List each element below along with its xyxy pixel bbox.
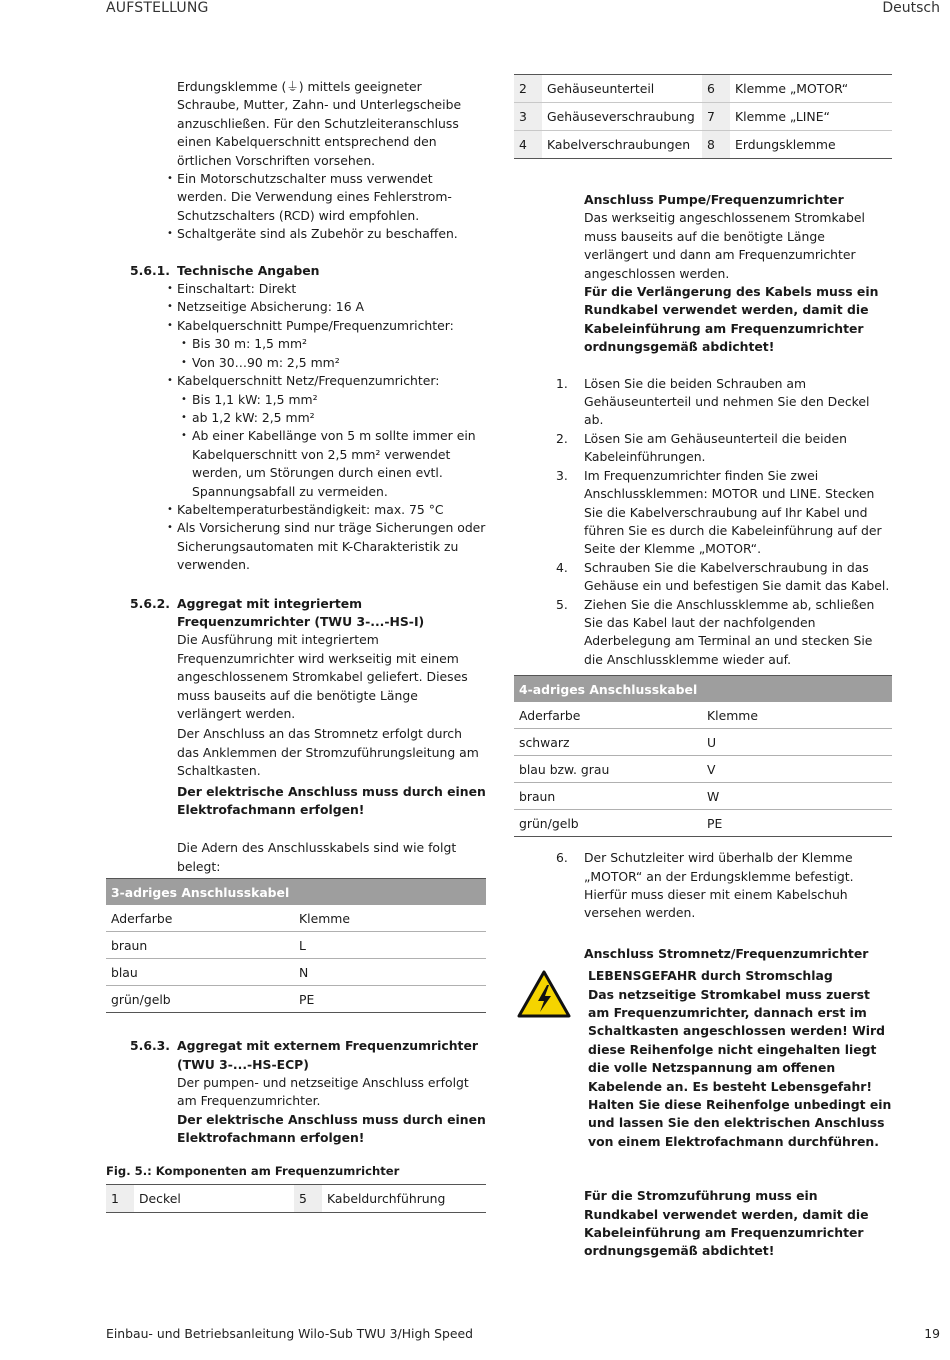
pump-connection-title: Anschluss Pumpe/Frequenzumrichter [584, 192, 844, 207]
table-cell: 1 [106, 1185, 134, 1213]
header-language: Deutsch [882, 0, 940, 16]
table-cell: blau [106, 959, 294, 986]
table-cell: 4 [514, 131, 542, 159]
table-cell: Deckel [139, 1191, 181, 1207]
table-cell: schwarz [514, 729, 702, 756]
components-table-left [106, 1184, 486, 1213]
list-item: • Schaltgeräte sind als Zubehör zu beschaffen. [106, 225, 486, 243]
warning-block [514, 967, 892, 1151]
table-cell: grün/gelb [106, 986, 294, 1013]
table-row [106, 932, 486, 959]
paragraph: Das werkseitig angeschlossenem Stromkabel muss bauseits auf die benötigte Länge verlängert und dann am Frequenzumrichter angeschlossen werden. [584, 210, 865, 281]
table-cell: PE [702, 810, 892, 837]
table-row [514, 810, 892, 837]
table-cell: W [702, 783, 892, 810]
table-row [106, 905, 486, 932]
bold-note: Der elektrische Anschluss muss durch einen Elektrofachmann erfolgen! [177, 783, 486, 818]
table-row [514, 783, 892, 810]
list-item: 5. Ziehen Sie die Anschlussklemme ab, schließen Sie das Kabel laut der nachfolgenden Aderbelegung am Terminal an und stecken Sie die Anschlussklemme wieder auf. [556, 596, 875, 667]
section-number: 5.6.2. [130, 595, 170, 611]
table-cell: braun [106, 932, 294, 959]
section-number: 5.6.1. [130, 262, 170, 278]
paragraph: Die Adern des Anschlusskabels sind wie folgt belegt: [177, 840, 457, 874]
table-row [514, 131, 892, 159]
table-cell: 3 [514, 103, 542, 131]
table-cell: Kabelverschraubungen [547, 137, 691, 152]
bold-note: Für die Stromzuführung muss ein Rundkabel verwendet werden, damit die Kabeleinführung am Frequenzumrichter ordnungsgemäß abdichtet! [584, 1188, 869, 1259]
intro-bullets [106, 170, 486, 244]
table-cell: Kabeldurchführung [327, 1191, 446, 1207]
list-item: • Kabelquerschnitt Netz/Frequenzumrichter: [106, 372, 486, 390]
table-4-core-cable [514, 675, 892, 837]
table-head-cell: Klemme [702, 702, 892, 729]
table-row [106, 959, 486, 986]
list-item: • Als Vorsicherung sind nur träge Sicherungen oder Sicherungsautomaten mit K-Charakteristik zu verwenden. [106, 519, 486, 574]
intro-text: Erdungsklemme (⏚) mittels geeigneter Schraube, Mutter, Zahn- und Unterlegscheibe anzuschließen. Für den Schutzleiteranschluss einen Kabelquerschnitt entsprechend den örtlichen Vorschriften vorsehen. [177, 79, 462, 168]
table-cell: blau bzw. grau [514, 756, 702, 783]
table-row [514, 702, 892, 729]
section-heading-563 [106, 1037, 486, 1074]
table-row [106, 1185, 486, 1213]
table-cell: 2 [514, 75, 542, 103]
table-cell: Gehäuseunterteil [542, 75, 702, 103]
section-number: 5.6.3. [130, 1038, 170, 1054]
right-column [514, 74, 892, 1261]
paragraph: Die Ausführung mit integriertem Frequenzumrichter wird werkseitig mit einem angeschlossenem Stromkabel geliefert. Dieses muss bauseits auf die benötigte Länge verlängert werden. [177, 632, 468, 721]
table-title: 3-adriges Anschlusskabel [106, 879, 486, 906]
table-row [514, 729, 892, 756]
list-item: • Ab einer Kabellänge von 5 m sollte immer ein Kabelquerschnitt von 2,5 mm² verwendet werden, um Störungen durch einen evtl. Spannungsabfall zu vermeiden. [106, 427, 486, 501]
table-head-cell: Aderfarbe [106, 905, 294, 932]
table-cell: V [702, 756, 892, 783]
figure-caption: Fig. 5.: Komponenten am Frequenzumrichter [106, 1163, 400, 1178]
table-row [106, 986, 486, 1013]
list-item: • Einschaltart: Direkt [106, 280, 486, 298]
table-3-core-cable [106, 878, 486, 1013]
section-title: Aggregat mit externem Frequenzumrichter (TWU 3-...-HS-ECP) [177, 1038, 478, 1072]
table-cell: 5 [294, 1185, 322, 1213]
technical-data-list [106, 280, 486, 575]
table-cell: braun [514, 783, 702, 810]
list-item: • Von 30…90 m: 2,5 mm² [106, 354, 486, 372]
high-voltage-warning-icon [516, 969, 572, 1019]
table-head-cell: Klemme [294, 905, 486, 932]
section-title: Aggregat mit integriertem Frequenzumrichter (TWU 3-...-HS-I) [177, 595, 425, 629]
list-item: 4. Schrauben Sie die Kabelverschraubung in das Gehäuse ein und befestigen Sie damit das Kabel. [556, 559, 890, 594]
table-head-cell: Aderfarbe [514, 702, 702, 729]
left-column [106, 78, 486, 1213]
table-cell: Gehäuseverschraubung [542, 103, 702, 131]
table-row [514, 103, 892, 131]
table-cell: N [294, 959, 486, 986]
list-item: • Ein Motorschutzschalter muss verwendet werden. Die Verwendung eines Fehlerstrom-Schutzschalters (RCD) wird empfohlen. [106, 170, 486, 225]
table-cell: Klemme „LINE“ [730, 103, 892, 131]
table-title: 4-adriges Anschlusskabel [514, 676, 892, 703]
components-table-right [514, 74, 892, 159]
bold-note: Der elektrische Anschluss muss durch einen Elektrofachmann erfolgen! [177, 1111, 486, 1146]
list-item: 3. Im Frequenzumrichter finden Sie zwei Anschlussklemmen: MOTOR und LINE. Stecken Sie die Kabelverschraubung auf Ihr Kabel und führen Sie es durch die Kabeleinführung auf der Seite der Klemme „MOTOR“. [556, 467, 882, 557]
footer-doc-title: Einbau- und Betriebsanleitung Wilo-Sub TWU 3/High Speed [106, 1326, 473, 1341]
table-cell: 7 [702, 103, 730, 131]
mains-connection-title: Anschluss Stromnetz/Frequenzumrichter [584, 945, 869, 961]
list-item: 2. Lösen Sie am Gehäuseunterteil die beiden Kabeleinführungen. [556, 430, 847, 465]
table-cell: 6 [702, 75, 730, 103]
list-item: • ab 1,2 kW: 2,5 mm² [106, 409, 486, 427]
paragraph: Der Anschluss an das Stromnetz erfolgt durch das Anklemmen der Stromzuführungsleitung am Schaltkasten. [177, 726, 479, 779]
list-item: 1. Lösen Sie die beiden Schrauben am Gehäuseunterteil und nehmen Sie den Deckel ab. [556, 375, 870, 428]
warning-title: LEBENSGEFAHR durch Stromschlag [588, 968, 833, 984]
bold-note: Für die Verlängerung des Kabels muss ein Rundkabel verwendet werden, damit die Kabeleinführung am Frequenzumrichter ordnungsgemäß abdichtet! [584, 284, 879, 355]
table-cell: U [702, 729, 892, 756]
header-section: AUFSTELLUNG [106, 0, 209, 16]
section-title: Technische Angaben [177, 262, 320, 278]
table-cell: Klemme „MOTOR“ [730, 75, 892, 103]
table-row [514, 75, 892, 103]
list-item: • Kabeltemperaturbeständigkeit: max. 75 °C [106, 501, 486, 519]
section-heading-562 [106, 595, 486, 632]
table-cell: PE [294, 986, 486, 1013]
warning-text: Das netzseitige Stromkabel muss zuerst am Frequenzumrichter, dannach erst im Schaltkasten angeschlossen werden! Wird diese Reihenfolge nicht eingehalten liegt die volle Netzspannung am offenen Kabelende an. Es besteht Lebensgefahr! Halten Sie diese Reihenfolge unbedingt ein und lassen Sie den elektrischen Anschluss von einem Elektrofachmann durchführen. [588, 986, 892, 1149]
section-heading-561 [106, 262, 486, 280]
steps-list-continued [514, 849, 892, 923]
table-cell: 8 [702, 131, 730, 159]
table-cell: L [294, 932, 486, 959]
paragraph: Der pumpen- und netzseitige Anschluss erfolgt am Frequenzumrichter. [177, 1075, 469, 1109]
table-cell: grün/gelb [514, 810, 702, 837]
list-item: • Bis 30 m: 1,5 mm² [106, 335, 486, 353]
list-item: 6. Der Schutzleiter wird überhalb der Klemme „MOTOR“ an der Erdungsklemme befestigt. Hierfür muss dieser mit einem Kabelschuh versehen werden. [556, 850, 854, 921]
list-item: • Bis 1,1 kW: 1,5 mm² [106, 391, 486, 409]
table-cell: Erdungsklemme [735, 137, 836, 152]
list-item: • Kabelquerschnitt Pumpe/Frequenzumrichter: [106, 317, 486, 335]
steps-list [514, 375, 892, 670]
table-row [514, 756, 892, 783]
footer-page-number: 19 [924, 1326, 940, 1341]
list-item: • Netzseitige Absicherung: 16 A [106, 298, 486, 316]
